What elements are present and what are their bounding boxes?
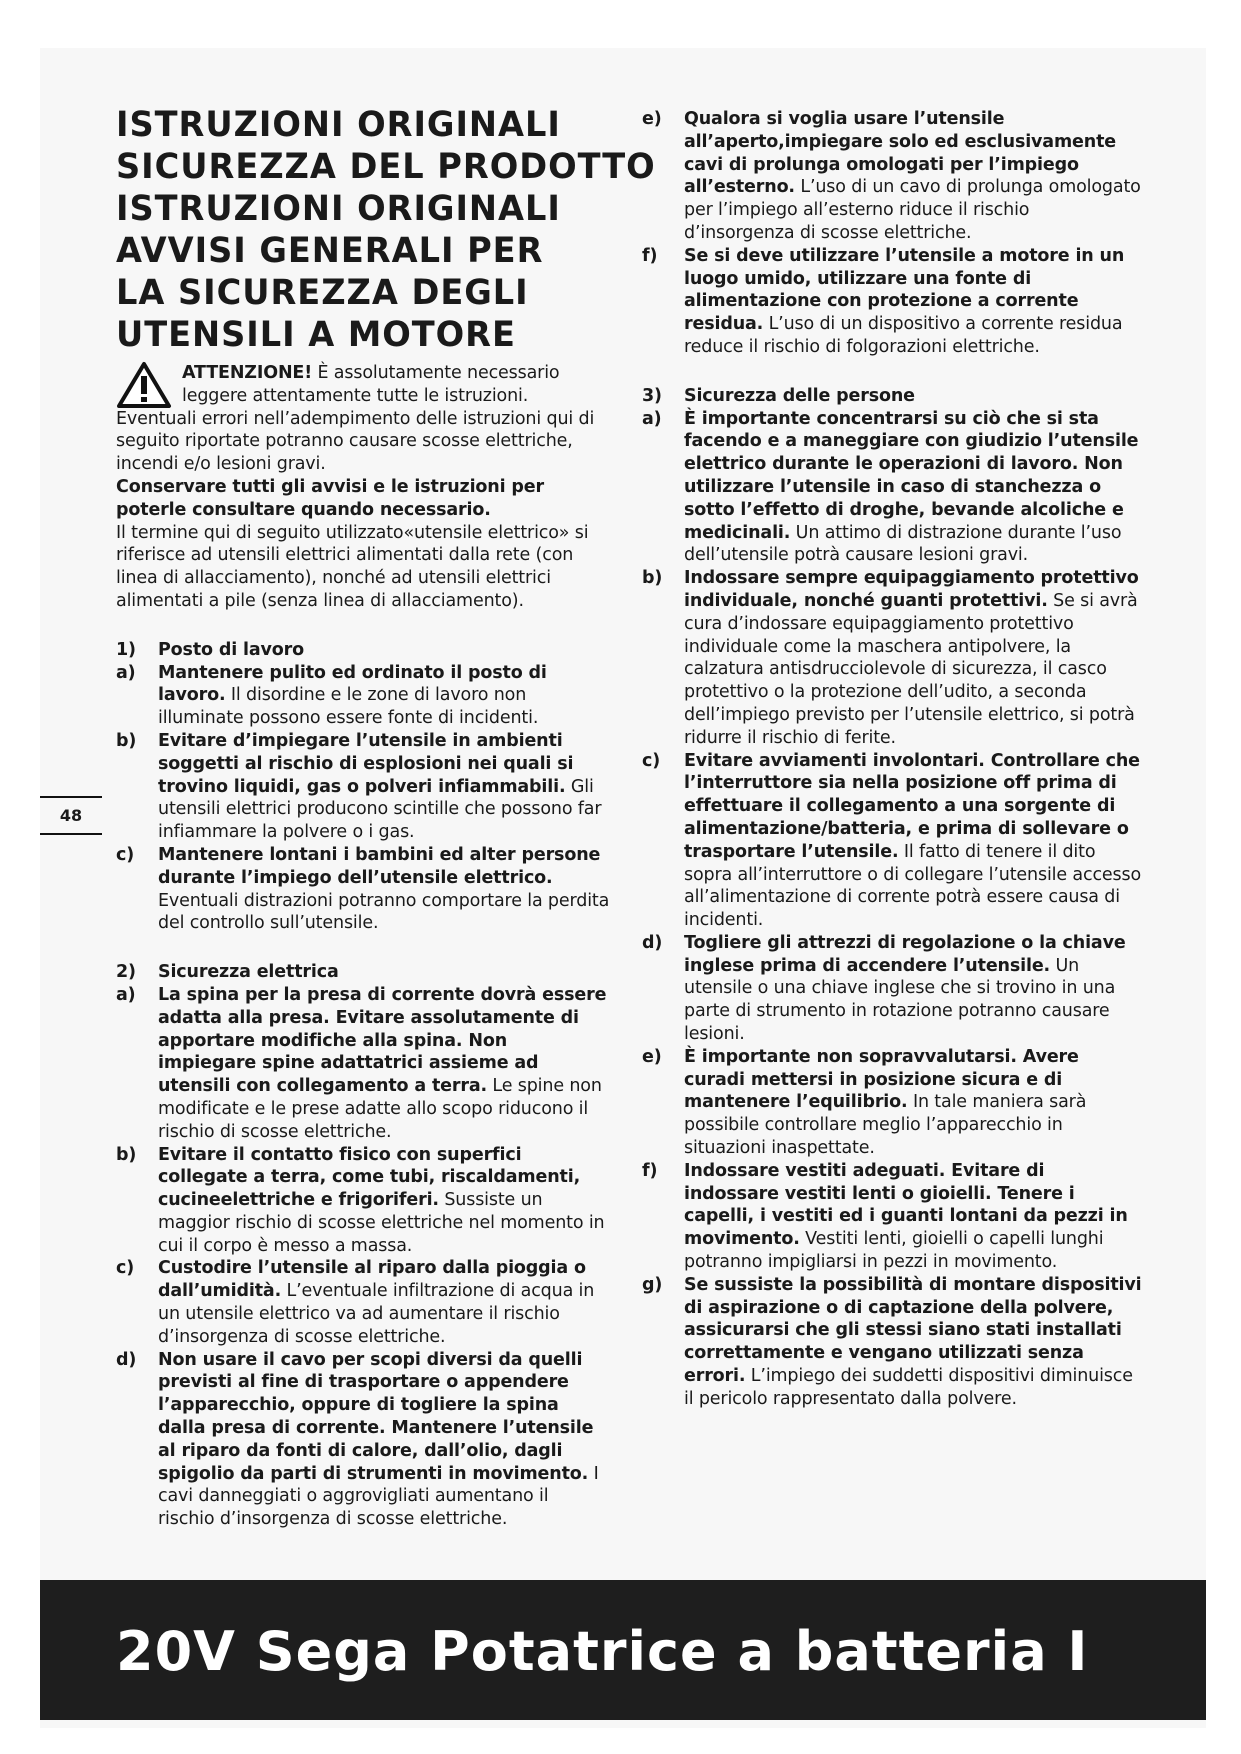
list-item: a) La spina per la presa di corrente dovrà essere adatta alla presa. Evitare assolutamente di apportare modifiche alla spina. Non impiegare spine adattatrici assieme ad utensili con collegamento a terra. Le spine non modificate e le prese adatte allo scopo riducono il rischio di scosse elettriche. xyxy=(116,984,607,1142)
list-item: b) Evitare d’impiegare l’utensile in ambienti soggetti al rischio di esplosioni nei quali si trovino liquidi, gas o polveri infiammabili. Gli utensili elettrici producono scintille che possono far infiammare la polvere o i gas. xyxy=(116,730,602,843)
section-heading: 1) Posto di lavoro xyxy=(116,639,305,660)
left-column xyxy=(116,104,656,1531)
list-item: a) Mantenere pulito ed ordinato il posto di lavoro. Il disordine e le zone di lavoro non illuminate possono essere fonte di incidenti. xyxy=(116,662,547,729)
list-item: c) Custodire l’utensile al riparo dalla pioggia o dall’umidità. L’eventuale infiltrazione di acqua in un utensile elettrico va ad aumentare il rischio d’insorgenza di scosse elettriche. xyxy=(116,1258,595,1347)
list-item: d) Togliere gli attrezzi di regolazione o la chiave inglese prima di accendere l’utensile. Un utensile o una chiave inglese che si trovino in una parte di strumento in rotazione potranno causare lesioni. xyxy=(642,932,1126,1045)
list-item: e) Qualora si voglia usare l’utensile all’aperto,impiegare solo ed esclusivamente cavi di prolunga omologati per l’impiego all’esterno. L’uso di un cavo di prolunga omologato per l’impiego all’esterno riduce il rischio d’insorgenza di scosse elettriche. xyxy=(642,109,1141,243)
list-item: b) Indossare sempre equipaggiamento protettivo individuale, nonché guanti protettivi. Se si avrà cura d’indossare equipaggiamento protettivo individuale come la maschera antipolvere, la calzatura antisdrucciolevole di sicurezza, il casco protettivo o la protezione dell’udito, a seconda dell’impiego previsto per l’utensile elettrico, si potrà ridurre il rischio di ferite. xyxy=(642,568,1139,748)
list-item: d) Non usare il cavo per scopi diversi da quelli previsti al fine di trasportare o appendere l’apparecchio, oppure di togliere la spina dalla presa di corrente. Mantenere l’utensile al riparo da fonti di calore, dall’olio, dagli spigolio da parti di strumenti in movimento. I cavi danneggiati o aggrovigliati aumentano il rischio d’insorgenza di scosse elettriche. xyxy=(116,1349,599,1530)
term-notice: Il termine qui di seguito utilizzato«utensile elettrico» si riferisce ad utensili elettrici alimentati dalla rete (con linea di allacciamento), nonché ad utensili elettrici alimentati a pile (senza linea di allacciamento). xyxy=(116,522,589,611)
warning-triangle-icon xyxy=(116,361,172,409)
title-line: ISTRUZIONI ORIGINALI xyxy=(116,189,561,229)
keep-notice: Conservare tutti gli avvisi e le istruzioni per poterle consultare quando necessario. xyxy=(116,476,544,520)
list-item: e) È importante non sopravvalutarsi. Avere curadi mettersi in posizione sicura e di mantenere l’equilibrio. In tale maniera sarà possibile controllare meglio l’apparecchio in situazioni inaspettate. xyxy=(642,1046,1087,1159)
list-item: g) Se sussiste la possibilità di montare dispositivi di aspirazione o di captazione della polvere, assicurarsi che gli stessi siano stati installati correttamente e vengano utilizzati senza errori. L’impiego dei suddetti dispositivi diminuisce il pericolo rappresentato dalla polvere. xyxy=(642,1274,1142,1409)
title-line: AVVISI GENERALI PER xyxy=(116,231,544,271)
list-item: c) Mantenere lontani i bambini ed alter persone durante l’impiego dell’utensile elettrico. Eventuali distrazioni potranno comportare la perdita del controllo sull’utensile. xyxy=(116,844,610,934)
section-heading: 2) Sicurezza elettrica xyxy=(116,962,339,983)
title-line: SICUREZZA DEL PRODOTTO xyxy=(116,147,656,187)
right-column xyxy=(642,108,1142,1411)
warning-label: ATTENZIONE! xyxy=(182,363,313,383)
page-number: 48 xyxy=(40,796,102,835)
title-line: LA SICUREZZA DEGLI xyxy=(116,273,529,313)
title-line: UTENSILI A MOTORE xyxy=(116,315,516,355)
list-item: f) Se si deve utilizzare l’utensile a motore in un luogo umido, utilizzare una fonte di alimentazione con protezione a corrente residua. L’uso di un dispositivo a corrente residua reduce il rischio di folgorazioni elettriche. xyxy=(642,245,1125,357)
footer-banner xyxy=(40,1580,1206,1720)
list-item: f) Indossare vestiti adeguati. Evitare di indossare vestiti lenti o gioielli. Tenere i capelli, i vestiti ed i guanti lontani da pezzi in movimento. Vestiti lenti, gioielli o capelli lunghi potranno impigliarsi in pezzi in movimento. xyxy=(642,1160,1128,1273)
warning-line1: È assolutamente necessario xyxy=(312,363,560,383)
section-heading: 3) Sicurezza delle persone xyxy=(642,385,915,406)
warning-text: Eventuali errori nell’adempimento delle istruzioni qui di seguito riportate potranno causare scosse elettriche, incendi e/o lesioni gravi. xyxy=(116,408,595,475)
warning-block xyxy=(116,362,610,408)
title-line: ISTRUZIONI ORIGINALI xyxy=(116,105,561,145)
list-item: a) È importante concentrarsi su ciò che si sta facendo e a maneggiare con giudizio l’utensile elettrico durante le operazioni di lavoro. Non utilizzare l’utensile in caso di stanchezza o sotto l’effetto di droghe, bevande alcoliche e medicinali. Un attimo di distrazione durante l’uso dell’utensile potrà causare lesioni gravi. xyxy=(642,408,1139,566)
page-title xyxy=(116,104,656,356)
warning-line2: leggere attentamente tutte le istruzioni. xyxy=(182,385,529,406)
list-item: c) Evitare avviamenti involontari. Controllare che l’interruttore sia nella posizione off prima di effettuare il collegamento a una sorgente di alimentazione/batteria, e prima di sollevare o trasportare l’utensile. Il fatto di tenere il dito sopra all’interruttore o di collegare l’utensile accesso all’alimentazione di corrente potrà essere causa di incidenti. xyxy=(642,750,1142,931)
list-item: b) Evitare il contatto fisico con superfici collegate a terra, come tubi, riscaldamenti, cucineelettriche e frigoriferi. Sussiste un maggior rischio di scosse elettriche nel momento in cui il corpo è messo a massa. xyxy=(116,1144,605,1256)
product-title: 20V Sega Potatrice a batteria I xyxy=(116,1620,1089,1683)
